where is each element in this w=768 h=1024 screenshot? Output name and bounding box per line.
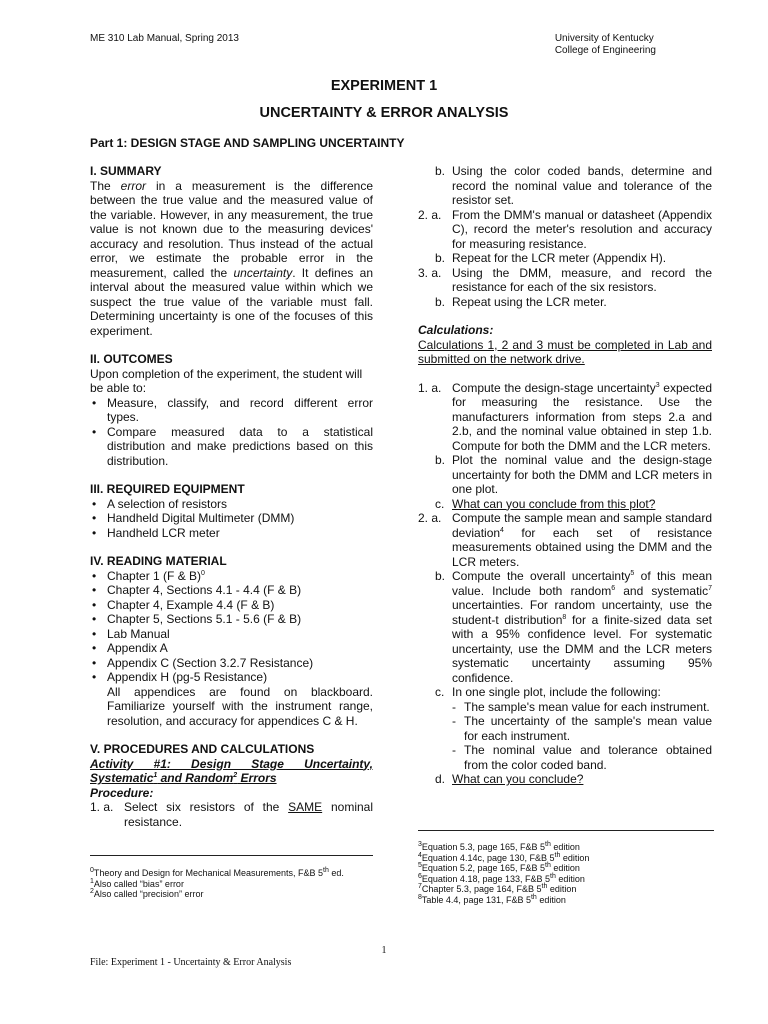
list-item: • Appendix C (Section 3.2.7 Resistance) — [90, 656, 373, 671]
list-item: • Chapter 1 (F & B)$^0$ — [90, 569, 373, 584]
footnote: $^0$Theory and Design for Mechanical Measurements, F&B 5th ed. — [90, 867, 344, 878]
list-item: - The sample's mean value for each instrument. — [452, 699, 710, 714]
footnotes-left — [90, 868, 373, 900]
calculations-heading: Calculations: — [418, 323, 494, 337]
calc-step-2b: b. Compute the overall uncertainty$^5$ of this mean value. Include both random$^6$ and systematic$^7$ uncertainties. For random uncertainty, use the student-t distribution$^8$ for a finite-sized data set with a 95% confidence level. For systematic uncertainty, use the DMM and the LCR meters systematic uncertainty assuming 95% confidence. — [435, 569, 713, 685]
summary-heading: I. SUMMARY — [90, 164, 162, 178]
procedures-heading: V. PROCEDURES AND CALCULATIONS — [90, 742, 315, 756]
footnote-divider-right — [418, 830, 714, 831]
footnotes-right — [418, 842, 714, 905]
procedure-step-3b: b. Repeat using the LCR meter. — [435, 294, 607, 309]
list-item: • Chapter 4, Example 4.4 (F & B) — [90, 598, 373, 613]
list-item: • A selection of resistors — [90, 497, 373, 512]
page-number: 1 — [381, 945, 387, 956]
header-course: ME 310 Lab Manual, Spring 2013 — [90, 33, 239, 44]
procedure-step-1a: 1. a. Select six resistors of the SAME nominal resistance. — [90, 800, 373, 829]
document-title: EXPERIMENT 1 — [330, 78, 438, 94]
procedure-label: Procedure: — [90, 785, 154, 800]
footnote: $^3$Equation 5.3, page 165, F&B 5th edition — [418, 841, 580, 852]
footnote: $^7$Chapter 5.3, page 164, F&B 5th edition — [418, 883, 577, 894]
footnote: $^8$Table 4.4, page 131, F&B 5th edition — [418, 893, 566, 905]
list-item: • Handheld Digital Multimeter (DMM) — [90, 511, 373, 526]
footnote: $^2$Also called “precision” error — [90, 888, 204, 899]
header-college: College of Engineering — [554, 45, 656, 56]
list-item: - The nominal value and tolerance obtained from the color coded band. — [452, 743, 712, 772]
header-university: University of Kentucky — [554, 33, 654, 44]
list-item: - The uncertainty of the sample's mean value for each instrument. — [452, 714, 712, 743]
file-footer: File: Experiment 1 - Uncertainty & Error Analysis — [90, 957, 292, 968]
calc-step-1a: 1. a. Compute the design-stage uncertainty$^3$ expected for measuring the resistance. Use the manufacturers information from steps 2.a and 2.b, and the nominal value obtained in step 1.b. Compute for both the DMM and the LCR meters. — [418, 380, 712, 453]
list-item: • Chapter 5, Sections 5.1 - 5.6 (F & B) — [90, 612, 373, 627]
list-item: • Lab Manual — [90, 627, 373, 642]
outcomes-heading: II. OUTCOMES — [90, 352, 173, 366]
list-item: • Compare measured data to a statistical distribution and make predictions based on this distribution. — [90, 425, 373, 469]
right-column — [418, 164, 712, 787]
footnote: $^5$Equation 5.2, page 165, F&B 5th edition — [418, 862, 580, 873]
footnote: $^4$Equation 4.14c, page 130, F&B 5th edition — [418, 851, 590, 863]
reading-list — [90, 569, 373, 685]
document-subtitle: UNCERTAINTY & ERROR ANALYSIS — [259, 105, 509, 121]
footnote: $^1$Also called “bias” error — [90, 877, 184, 889]
calc-step-1c: c. What can you conclude from this plot? — [435, 496, 656, 511]
activity-heading: Activity #1: Design Stage Uncertainty, Systematic$^1$ and Random$^2$ Errors — [90, 756, 373, 785]
list-item: • Appendix H (pg-5 Resistance) — [90, 670, 373, 685]
calculations-note: Calculations 1, 2 and 3 must be completed in Lab and submitted on the network drive. — [418, 337, 712, 366]
list-item: • Appendix A — [90, 641, 373, 656]
list-item: • Chapter 4, Sections 4.1 - 4.4 (F & B) — [90, 583, 373, 598]
left-column — [90, 164, 373, 829]
outcomes-list — [90, 396, 373, 469]
header-institution — [555, 33, 656, 57]
calc-step-2c: c. In one single plot, include the following: — [435, 685, 661, 699]
calc-step-1b: b. Plot the nominal value and the design-stage uncertainty for both the DMM and LCR meters in one plot. — [435, 453, 712, 496]
summary-text: The error in a measurement is the difference between the true value and the measured value of the variable. However, in any measurement, the true value is not known due to the measuring devices' accuracy and resolution. Thus instead of the actual error, we estimate the probable error in the measurement, called the uncertainty. It defines an interval about the measured value within which we suspect the true value of the variable must fall. Determining uncertainty is one of the focuses of this experiment. — [90, 178, 374, 338]
calc-step-2a: 2. a. Compute the sample mean and sample standard deviation$^4$ for each set of resistance measurements obtained using the DMM and the LCR meters. — [418, 511, 712, 569]
reading-heading: IV. READING MATERIAL — [90, 554, 227, 568]
part-heading: Part 1: DESIGN STAGE AND SAMPLING UNCERTAINTY — [90, 136, 405, 150]
procedure-step-2a: 2. a. From the DMM's manual or datasheet (Appendix C), record the meter's resolution and accuracy for measuring resistance. — [418, 207, 712, 251]
footnote-divider-left — [90, 855, 373, 856]
list-item: • Measure, classify, and record different error types. — [90, 396, 373, 425]
procedure-step-2b: b. Repeat for the LCR meter (Appendix H). — [435, 251, 667, 265]
list-item: • Handheld LCR meter — [90, 526, 373, 541]
procedure-step-1b: b. Using the color coded bands, determine and record the nominal value and tolerance of the resistor set. — [435, 164, 712, 207]
calc-step-2d: d. What can you conclude? — [435, 772, 584, 786]
equipment-list — [90, 497, 373, 541]
outcomes-intro: Upon completion of the experiment, the student will be able to: — [90, 366, 363, 395]
reading-note: All appendices are found on blackboard. Familiarize yourself with the instrument range, resolution, and accuracy for appendices C & H. — [107, 684, 373, 728]
footnote: $^6$Equation 4.18, page 133, F&B 5th edition — [418, 872, 585, 884]
equipment-heading: III. REQUIRED EQUIPMENT — [90, 482, 245, 496]
procedure-step-3a: 3. a. Using the DMM, measure, and record the resistance for each of the six resistors. — [418, 265, 712, 294]
